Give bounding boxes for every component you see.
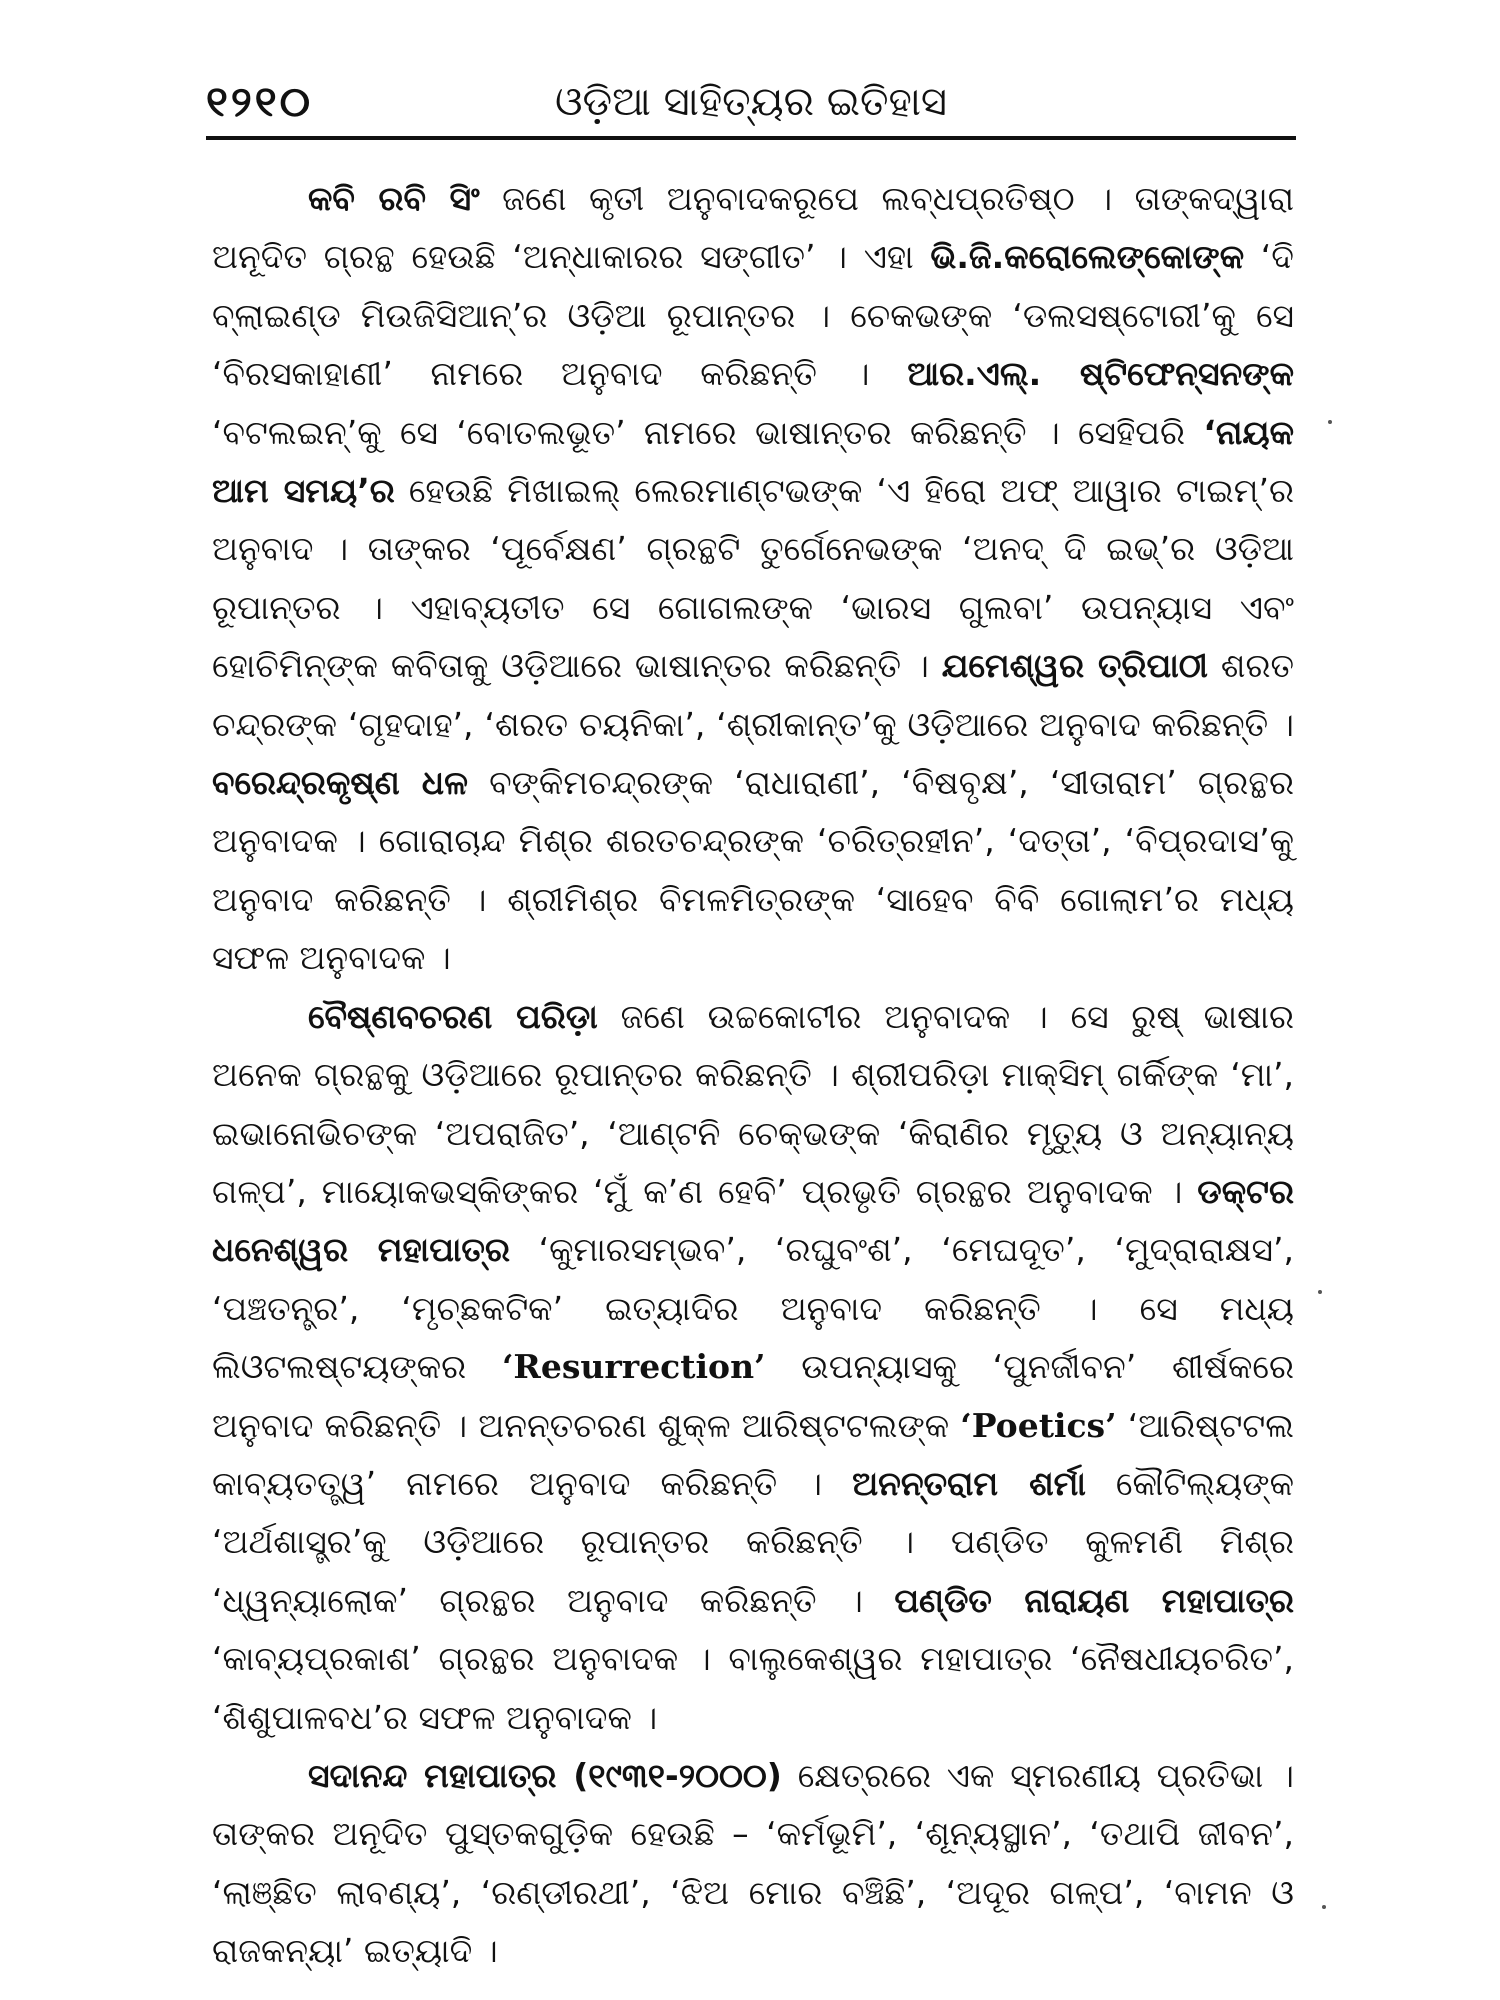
header-rule bbox=[206, 136, 1296, 140]
text-run: ବଙ୍କିମଚନ୍ଦ୍ରଙ୍କ ‘ରାଧାରାଣୀ’, ‘ବିଷବୃକ୍ଷ’, ‘ସୀତାରାମ’ ଗ୍ରନ୍ଥର ଅନୁବାଦକ । ଗୋରାଚାନ୍ଦ ମିଶ୍ର ଶରତଚନ୍ଦ୍ରଙ୍କ ‘ଚରିତ୍ରହୀନ’, ‘ଦତ୍ତା’, ‘ବିପ୍ରଦାସ’କୁ ଅନୁବାଦ କରିଛନ୍ତି । ଶ୍ରୀମିଶ୍ର ବିମଳମିତ୍ରଙ୍କ ‘ସାହେବ ବିବି ଗୋଲାମ’ର ମଧ୍ୟ ସଫଳ ଅନୁବାଦକ । bbox=[212, 763, 1294, 978]
text-run: ‘ଦି ବ୍ଲାଇଣ୍ଡ ମିଉଜିସିଆନ୍’ର ଓଡ଼ିଆ ରୂପାନ୍ତର । ଚେକଭଙ୍କ ‘ଡଲସଷ୍ଟୋରୀ’କୁ ସେ ‘ବିରସକାହାଣୀ’ ନାମରେ ଅନୁବାଦ କରିଛନ୍ତି । bbox=[212, 237, 1294, 394]
paragraph-3 bbox=[212, 1747, 1294, 1981]
text-run: ଶରତ ଚନ୍ଦ୍ରଙ୍କ ‘ଗୃହଦାହ’, ‘ଶରତ ଚୟନିକା’, ‘ଶ୍ରୀକାନ୍ତ’କୁ ଓଡ଼ିଆରେ ଅନୁବାଦ କରିଛନ୍ତି । bbox=[212, 646, 1295, 744]
bold-name-run: କବି bbox=[308, 179, 379, 218]
paragraph-1 bbox=[212, 170, 1294, 988]
text-run: ‘କୁମାରସମ୍ଭବ’, ‘ରଘୁବଂଶ’, ‘ମେଘଦୂତ’, ‘ମୁଦ୍ରାରାକ୍ଷସ’, ‘ପଞ୍ଚତନ୍ତ୍ର’, ‘ମୃଚ୍ଛକଟିକ’ ଇତ୍ୟାଦିର ଅନୁବାଦ କରିଛନ୍ତି । ସେ ମଧ୍ୟ ଲିଓଟଲଷ୍ଟୟଙ୍କର bbox=[212, 1230, 1294, 1387]
bold-name-run: ରବି ସିଂ bbox=[378, 179, 480, 218]
bold-name-run: ବୈଷ୍ଣବଚରଣ ପରିଡ଼ା bbox=[308, 996, 598, 1036]
bold-name-run: ଯମେଶ୍ୱର ତ୍ରିପାଠୀ bbox=[941, 646, 1208, 686]
body-text bbox=[212, 170, 1294, 1981]
running-head bbox=[206, 72, 1296, 132]
bold-name-run: ପଣ୍ଡିତ ନାରାୟଣ ମହାପାତ୍ର bbox=[894, 1580, 1295, 1620]
scan-speck bbox=[1322, 1905, 1326, 1909]
text-run: କୌଟିଲ୍ୟଙ୍କ ‘ଅର୍ଥଶାସ୍ତ୍ର’କୁ ଓଡ଼ିଆରେ ରୂପାନ୍ତର କରିଛନ୍ତି । ପଣ୍ଡିତ କୁଳମଣି ମିଶ୍ର ‘ଧ୍ୱନ୍ୟାଲୋକ’ ଗ୍ରନ୍ଥର ଅନୁବାଦ କରିଛନ୍ତି । bbox=[212, 1463, 1294, 1620]
scan-speck bbox=[1328, 420, 1332, 424]
bold-name-run: ଡକ୍ଟର ଧନେଶ୍ୱର ମହାପାତ୍ର bbox=[212, 1171, 1294, 1270]
bold-name-run: ‘ନାୟକ ଆମ ସମୟ’ର bbox=[212, 412, 1294, 511]
bold-name-run: ଆର.ଏଲ୍. ଷ୍ଟିଫେନ୍‌ସନଙ୍କ bbox=[907, 354, 1294, 394]
paragraph-2 bbox=[212, 988, 1294, 1747]
book-title: ଓଡ଼ିଆ ସାହିତ୍ୟର ଇତିହାସ bbox=[554, 79, 948, 125]
bold-name-run: ବରେନ୍ଦ୍ରକୃଷ୍ଣ ଧଳ bbox=[212, 763, 468, 803]
text-run: ଜଣେ କୃତୀ ଅନୁବାଦକରୂପେ ଲବ୍ଧପ୍ରତିଷ୍ଠ । ତାଙ୍କଦ୍ୱାରା ଅନୂଦିତ ଗ୍ରନ୍ଥ ହେଉଛି ‘ଅନ୍ଧାକାରର ସଙ୍ଗୀତ’ । ଏହା bbox=[212, 179, 1294, 277]
text-run: ହେଉଛି ମିଖାଇଲ୍ ଲେରମାଣ୍ଟଭଙ୍କ ‘ଏ ହିରୋ ଅଫ୍ ଆୱାର ଟାଇମ୍’ର ଅନୁବାଦ । ତାଙ୍କର ‘ପୂର୍ବେକ୍ଷଣ’ ଗ୍ରନ୍ଥଟି ତୁର୍ଗେନେଭଙ୍କ ‘ଅନଦ୍ ଦି ଇଭ୍’ର ଓଡ଼ିଆ ରୂପାନ୍ତର । ଏହାବ୍ୟତୀତ ସେ ଗୋଗଲଙ୍କ ‘ଭାରସ ଗୁଲବା’ ଉପନ୍ୟାସ ଏବଂ ହୋଚିମିନ୍‌ଙ୍କ କବିତାକୁ ଓଡ଼ିଆରେ ଭାଷାନ୍ତର କରିଛନ୍ତି । bbox=[212, 471, 1294, 686]
text-run: ‘ଆରିଷ୍ଟଟଲ କାବ୍ୟତତ୍ତ୍ୱ’ ନାମରେ ଅନୁବାଦ କରିଛନ୍ତି । bbox=[212, 1405, 1294, 1503]
text-run: ଉପନ୍ୟାସକୁ ‘ପୁନର୍ଜୀବନ’ ଶୀର୍ଷକରେ ଅନୁବାଦ କରିଛନ୍ତି । ଅନନ୍ତଚରଣ ଶୁକ୍ଳ ଆରିଷ୍ଟଟଲଙ୍କ bbox=[212, 1347, 1294, 1445]
latin-title-run: ‘Resurrection’ bbox=[501, 1347, 766, 1387]
text-run: ‘ବଟଲଇନ୍’କୁ ସେ ‘ବୋତଲଭୂତ’ ନାମରେ ଭାଷାନ୍ତର କରିଛନ୍ତି । ସେହିପରି bbox=[212, 412, 1204, 452]
bold-name-run: ସଦାନନ୍ଦ ମହାପାତ୍ର (୧୯୩୧-୨୦୦୦) bbox=[308, 1755, 782, 1795]
text-run: କ୍ଷେତ୍ରରେ ଏକ ସ୍ମରଣୀୟ ପ୍ରତିଭା । ତାଙ୍କର ଅନୂଦିତ ପୁସ୍ତକଗୁଡ଼ିକ ହେଉଛି – ‘କର୍ମଭୂମି’, ‘ଶୂନ୍ୟସ୍ଥାନ’, ‘ତଥାପି ଜୀବନ’, ‘ଲାଞ୍ଛିତ ଲାବଣ୍ୟ’, ‘ରଣ୍ଡୀରଥୀ’, ‘ଝିଅ ମୋର ବଞ୍ଚିଛି’, ‘ଅଦୂର ଗଳ୍ପ’, ‘ବାମନ ଓ ରାଜକନ୍ୟା’ ଇତ୍ୟାଦି । bbox=[212, 1755, 1294, 1971]
page-number: ୧୨୧୦ bbox=[206, 77, 314, 126]
bold-name-run: ଅନନ୍ତରାମ ଶର୍ମା bbox=[852, 1463, 1086, 1503]
bold-name-run: ଭି.ଜି.କରୋଲେଙ୍କୋଙ୍କ bbox=[930, 237, 1245, 277]
text-run: ‘କାବ୍ୟପ୍ରକାଶ’ ଗ୍ରନ୍ଥର ଅନୁବାଦକ । ବାଲୁକେଶ୍ୱର ମହାପାତ୍ର ‘ନୈଷଧୀୟଚରିତ’, ‘ଶିଶୁପାଳବଧ’ର ସଫଳ ଅନୁବାଦକ । bbox=[212, 1639, 1294, 1737]
scan-speck bbox=[1318, 1290, 1322, 1294]
latin-title-run: ‘Poetics’ bbox=[960, 1405, 1117, 1445]
text-run: ଜଣେ ଉଚ୍ଚକୋଟୀର ଅନୁବାଦକ । ସେ ରୁଷ୍ ଭାଷାର ଅନେକ ଗ୍ରନ୍ଥକୁ ଓଡ଼ିଆରେ ରୂପାନ୍ତର କରିଛନ୍ତି । ଶ୍ରୀପରିଡ଼ା ମାକ୍ସିମ୍ ଗର୍କିଙ୍କ ‘ମା’, ଇଭାନୋଭିଚଙ୍କ ‘ଅପରାଜିତ’, ‘ଆଣ୍ଟନି ଚେକ୍‌ଭଙ୍କ ‘କିରାଣିର ମୃତ୍ୟୁ ଓ ଅନ୍ୟାନ୍ୟ ଗଳ୍ପ’, ମାୟୋକଭସ୍କିଙ୍କର ‘ମୁଁ କ’ଣ ହେବି’ ପ୍ରଭୃତି ଗ୍ରନ୍ଥର ଅନୁବାଦକ । bbox=[212, 996, 1294, 1211]
